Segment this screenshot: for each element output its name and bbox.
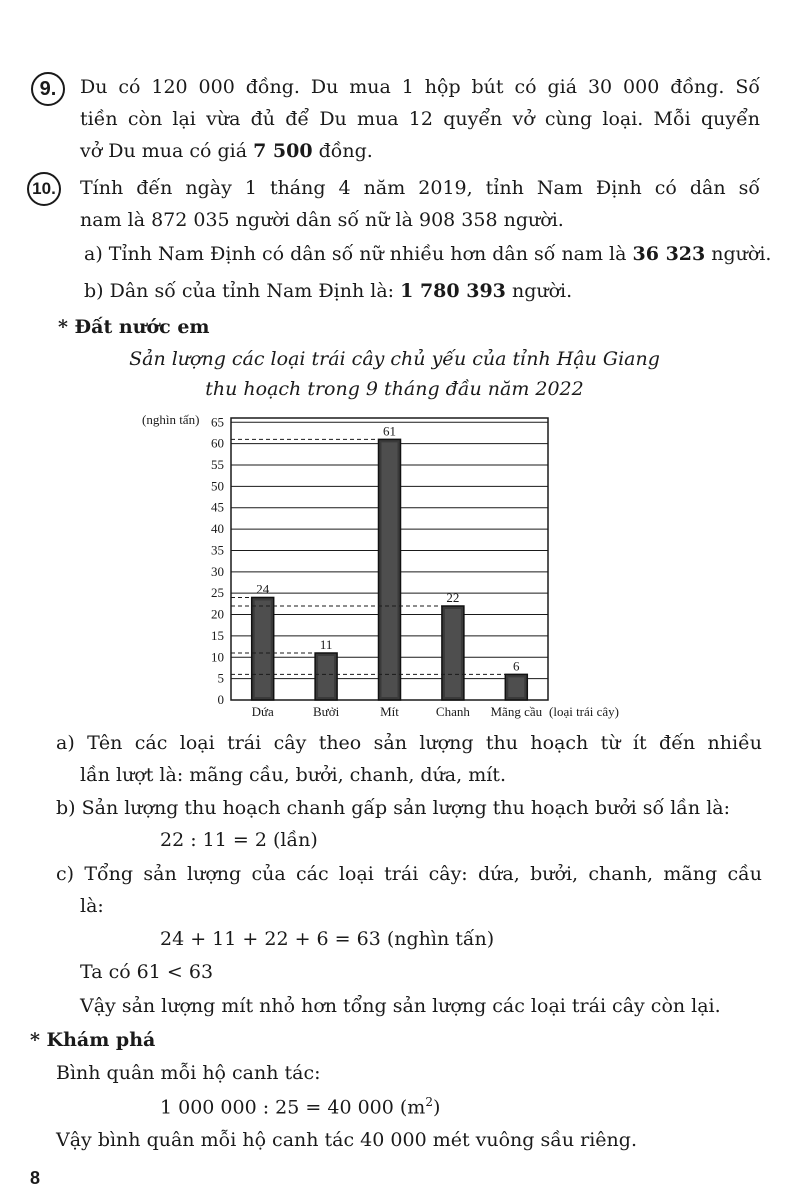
problem-9-line-2: tiền còn lại vừa đủ để Du mua 12 quyển vở cùng loại. Mỗi quyển (80, 108, 760, 130)
answer-c-conclusion: Vậy sản lượng mít nhỏ hơn tổng sản lượng các loại trái cây còn lại. (80, 995, 721, 1017)
answer-c-line-1: c) Tổng sản lượng của các loại trái cây: dứa, bưởi, chanh, mãng cầu (56, 863, 762, 885)
answer-a-line-2: lần lượt là: mãng cầu, bưởi, chanh, dứa, mít. (80, 764, 506, 786)
section-heading-dat-nuoc-em: * Đất nước em (58, 316, 210, 338)
chart-y-tick-label: 60 (211, 435, 224, 451)
answer-c-line-2: là: (80, 895, 104, 917)
chart-title-line-1: Sản lượng các loại trái cây chủ yếu của tỉnh Hậu Giang (129, 348, 660, 370)
problem-10-answer-b (84, 280, 572, 303)
answer-b-line-1: b) Sản lượng thu hoạch chanh gấp sản lượng thu hoạch bưởi số lần là: (56, 797, 731, 819)
chart-y-tick-label: 30 (211, 563, 224, 579)
chart-y-tick-label: 15 (211, 627, 224, 643)
chart-category-label: Mãng cầu (490, 704, 543, 719)
kham-pha-calc-exponent: 2 (425, 1095, 433, 1109)
chart-value-label: 24 (256, 581, 270, 597)
chart-title-line-2: thu hoạch trong 9 tháng đầu năm 2022 (205, 378, 584, 400)
problem-10-number: 10. (27, 172, 61, 206)
problem-9-line-1: Du có 120 000 đồng. Du mua 1 hộp bút có giá 30 000 đồng. Số (80, 76, 760, 98)
chart-y-tick-label: 55 (211, 457, 224, 472)
problem-9-number: 9. (31, 72, 65, 106)
chart-y-tick-label: 50 (211, 478, 224, 494)
chart-y-tick-label: 25 (211, 585, 224, 601)
kham-pha-calc-close: ) (432, 1096, 441, 1119)
kham-pha-line-1: Bình quân mỗi hộ canh tác: (56, 1062, 321, 1084)
page-number: 8 (30, 1168, 41, 1188)
chart-y-tick-label: 45 (211, 499, 224, 515)
problem-10-answer-a (84, 243, 771, 266)
chart-bar-texture (508, 677, 524, 697)
problem-10-a-suffix: người. (711, 243, 772, 265)
chart-value-label: 11 (319, 637, 333, 652)
chart-bar-texture (445, 609, 461, 697)
chart-y-tick-label: 20 (211, 606, 224, 622)
kham-pha-calc (160, 1095, 440, 1119)
chart-y-tick-label: 35 (211, 542, 224, 558)
problem-10-a-value: 36 323 (632, 243, 706, 265)
kham-pha-calc-text: 1 000 000 : 25 = 40 000 (m (160, 1096, 426, 1119)
bar-chart (0, 400, 789, 730)
chart-y-tick-label: 0 (217, 692, 224, 707)
chart-x-axis-label: (loại trái cây) (549, 704, 620, 719)
problem-10-a-prefix: a) Tỉnh Nam Định có dân số nữ nhiều hơn dân số nam là (84, 243, 627, 265)
problem-9-answer-value: 7 500 (253, 140, 313, 162)
chart-bar-texture (382, 442, 398, 697)
answer-a-line-1: a) Tên các loại trái cây theo sản lượng thu hoạch từ ít đến nhiều (56, 732, 762, 754)
chart-y-tick-label: 10 (211, 649, 224, 665)
answer-c-calc: 24 + 11 + 22 + 6 = 63 (nghìn tấn) (160, 928, 495, 950)
problem-10-b-value: 1 780 393 (400, 280, 506, 302)
chart-value-label: 61 (383, 423, 396, 439)
chart-y-tick-label: 65 (211, 414, 224, 430)
problem-10-line-1: Tính đến ngày 1 tháng 4 năm 2019, tỉnh Nam Định có dân số (80, 177, 760, 199)
chart-category-label: Mít (380, 704, 399, 719)
chart-bar-texture (318, 656, 334, 697)
answer-c-compare: Ta có 61 < 63 (80, 961, 214, 983)
chart-bar-texture (255, 600, 271, 697)
problem-10-b-prefix: b) Dân số của tỉnh Nam Định là: (84, 280, 395, 302)
chart-category-label: Chanh (435, 704, 470, 719)
kham-pha-line-2: Vậy bình quân mỗi hộ canh tác 40 000 mét vuông sầu riêng. (56, 1129, 637, 1151)
chart-category-label: Bưởi (312, 704, 340, 719)
chart-value-label: 6 (513, 658, 520, 674)
problem-10-b-suffix: người. (511, 280, 573, 302)
chart-category-label: Dứa (251, 704, 274, 719)
answer-b-calc: 22 : 11 = 2 (lần) (160, 829, 318, 851)
problem-9-line-3 (80, 140, 373, 163)
chart-value-label: 22 (446, 590, 460, 605)
chart-y-tick-label: 5 (217, 670, 224, 686)
problem-9-answer-prefix: vở Du mua có giá (80, 140, 248, 162)
problem-10-line-2: nam là 872 035 người dân số nữ là 908 358 người. (80, 209, 564, 231)
section-heading-kham-pha: * Khám phá (30, 1029, 156, 1051)
chart-y-axis-label: (nghìn tấn) (142, 412, 200, 427)
problem-9-answer-suffix: đồng. (318, 140, 373, 162)
chart-y-tick-label: 40 (211, 521, 224, 537)
